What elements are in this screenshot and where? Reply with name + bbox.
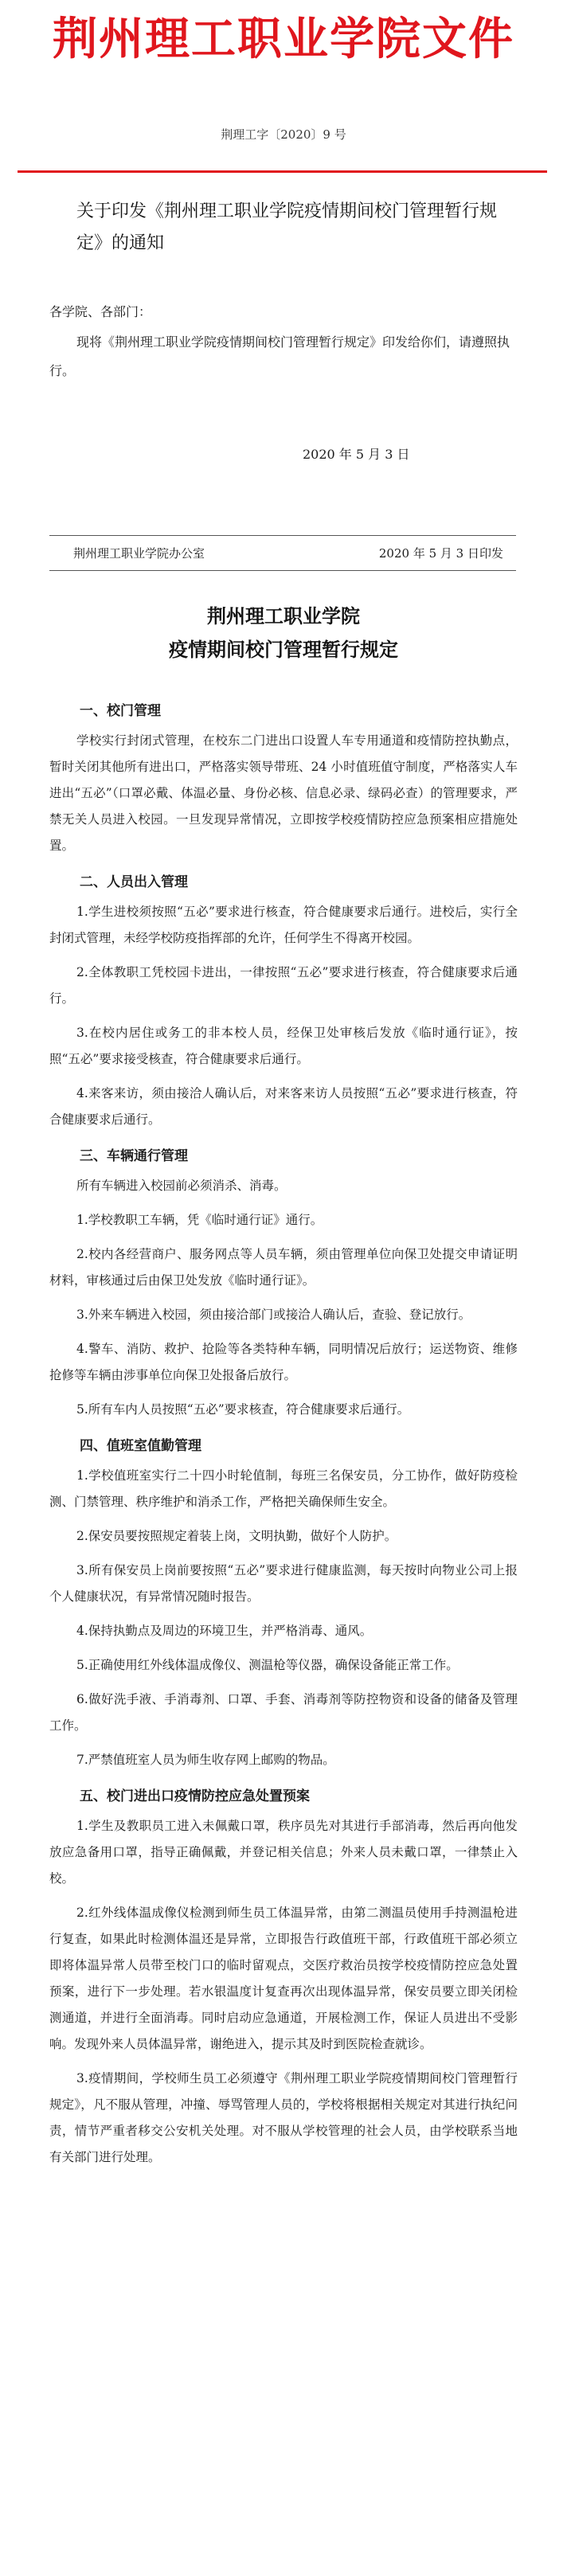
section-paragraph: 6.做好洗手液、手消毒剂、口罩、手套、消毒剂等防控物资和设备的储备及管理工作。 <box>49 1692 518 1733</box>
section-paragraph: 4.警车、消防、救护、抢险等各类特种车辆，同明情况后放行；运送物资、维修抢修等车辆由涉事单位向保卫处报备后放行。 <box>49 1342 518 1382</box>
section-paragraph: 学校实行封闭式管理，在校东二门进出口设置人车专用通道和疫情防控执勤点，暂时关闭其他所有进出口，严格落实领导带班、24 小时值班值守制度，严格落实人车进出“五必”（口罩必戴、体温必量、身份必核、信息必录、绿码必查）的管理要求，严禁无关人员进入校园。一旦发现异常情况，立即按学校疫情防控应急预案相应措施处置。 <box>49 733 518 853</box>
section-paragraph: 1.学生及教职员工进入未佩戴口罩，秩序员先对其进行手部消毒，然后再向他发放应急备用口罩，指导正确佩戴，并登记相关信息；外来人员未戴口罩，一律禁止入校。 <box>49 1819 518 1886</box>
section-paragraph: 1.学校教职工车辆，凭《临时通行证》通行。 <box>76 1213 323 1227</box>
notice-salutation: 各学院、各部门： <box>49 304 152 319</box>
section-paragraph: 3.疫情期间，学校师生员工必须遵守《荆州理工职业学院疫情期间校门管理暂行规定》，凡不服从管理，冲撞、辱骂管理人员的，学校将根据相关规定对其进行执纪问责，情节严重者移交公安机关处理。对不服从学校管理的社会人员，由学校联系当地有关部门进行处理。 <box>49 2071 518 2164</box>
section-paragraph: 2.红外线体温成像仪检测到师生员工体温异常，由第二测温员使用手持测温枪进行复查，如果此时检测体温还是异常，立即报告行政值班干部，行政值班干部必须立即将体温异常人员带至校门口的临时留观点，交医疗救治员按学校疫情防控应急处置预案，进行下一步处理。若水银温度计复查再次出现体温异常，保安员要立即关闭检测通道，并进行全面消毒。同时启动应急通道，开展检测工作，保证人员进出不受影响。发现外来人员体温异常，谢绝进入，提示其及时到医院检查就诊。 <box>49 1906 518 2051</box>
section-paragraph: 2.全体教职工凭校园卡进出，一律按照“五必”要求进行核查，符合健康要求后通行。 <box>49 965 518 1006</box>
section-paragraph: 7.严禁值班室人员为师生收存网上邮购的物品。 <box>76 1753 335 1767</box>
section-paragraph: 所有车辆进入校园前必须消杀、消毒。 <box>76 1179 287 1193</box>
regulation-title-line1: 荆州理工职业学院 <box>207 605 360 627</box>
footer-issuer: 荆州理工职业学院办公室 <box>73 546 205 561</box>
footer-top-rule <box>49 535 516 536</box>
notice-date: 2020 年 5 月 3 日 <box>303 447 410 462</box>
section-heading: 二、人员出入管理 <box>80 874 188 890</box>
section-heading: 三、车辆通行管理 <box>80 1148 188 1164</box>
notice-title: 关于印发《荆州理工职业学院疫情期间校门管理暂行规定》的通知 <box>76 201 498 253</box>
section-paragraph: 1.学校值班室实行二十四小时轮值制，每班三名保安员，分工协作，做好防疫检测、门禁管理、秩序维护和消杀工作，严格把关确保师生安全。 <box>49 1468 518 1509</box>
section-paragraph: 3.外来车辆进入校园，须由接洽部门或接洽人确认后，查验、登记放行。 <box>76 1308 471 1322</box>
section-paragraph: 3.在校内居住或务工的非本校人员，经保卫处审核后发放《临时通行证》，按照“五必”要求接受核查，符合健康要求后通行。 <box>49 1026 518 1066</box>
section-paragraph: 2.校内各经营商户、服务网点等人员车辆，须由管理单位向保卫处提交申请证明材料，审核通过后由保卫处发放《临时通行证》。 <box>49 1247 518 1288</box>
red-divider <box>18 170 547 173</box>
regulation-content <box>49 693 518 2179</box>
footer-print-date: 2020 年 5 月 3 日印发 <box>378 546 503 561</box>
section-heading: 一、校门管理 <box>80 703 161 719</box>
section-paragraph: 5.所有车内人员按照“五必”要求核查，符合健康要求后通行。 <box>76 1402 410 1417</box>
regulation-title-line2: 疫情期间校门管理暂行规定 <box>169 639 398 661</box>
section-paragraph: 3.所有保安员上岗前要按照“五必”要求进行健康监测，每天按时向物业公司上报个人健康状况，有异常情况随时报告。 <box>49 1563 518 1604</box>
notice-body: 现将《荆州理工职业学院疫情期间校门管理暂行规定》印发给你们，请遵照执行。 <box>49 334 510 378</box>
section-paragraph: 4.来客来访，须由接洽人确认后，对来客来访人员按照“五必”要求进行核查，符合健康要求后通行。 <box>49 1086 518 1127</box>
document-number: 荆理工字〔2020〕9 号 <box>221 127 346 142</box>
section-heading: 四、值班室值勤管理 <box>80 1438 201 1454</box>
masthead-title: 荆州理工职业学院文件 <box>53 14 514 65</box>
section-paragraph: 2.保安员要按照规定着装上岗，文明执勤，做好个人防护。 <box>76 1529 397 1543</box>
section-paragraph: 4.保持执勤点及周边的环境卫生，并严格消毒、通风。 <box>76 1624 373 1638</box>
footer-bottom-rule <box>49 570 516 571</box>
section-paragraph: 5.正确使用红外线体温成像仪、测温枪等仪器，确保设备能正常工作。 <box>76 1658 459 1672</box>
section-paragraph: 1.学生进校须按照“五必”要求进行核查，符合健康要求后通行。进校后，实行全封闭式管理，未经学校防疫指挥部的允许，任何学生不得离开校园。 <box>49 905 518 945</box>
footer-row <box>73 542 503 565</box>
section-heading: 五、校门进出口疫情防控应急处置预案 <box>80 1788 310 1804</box>
